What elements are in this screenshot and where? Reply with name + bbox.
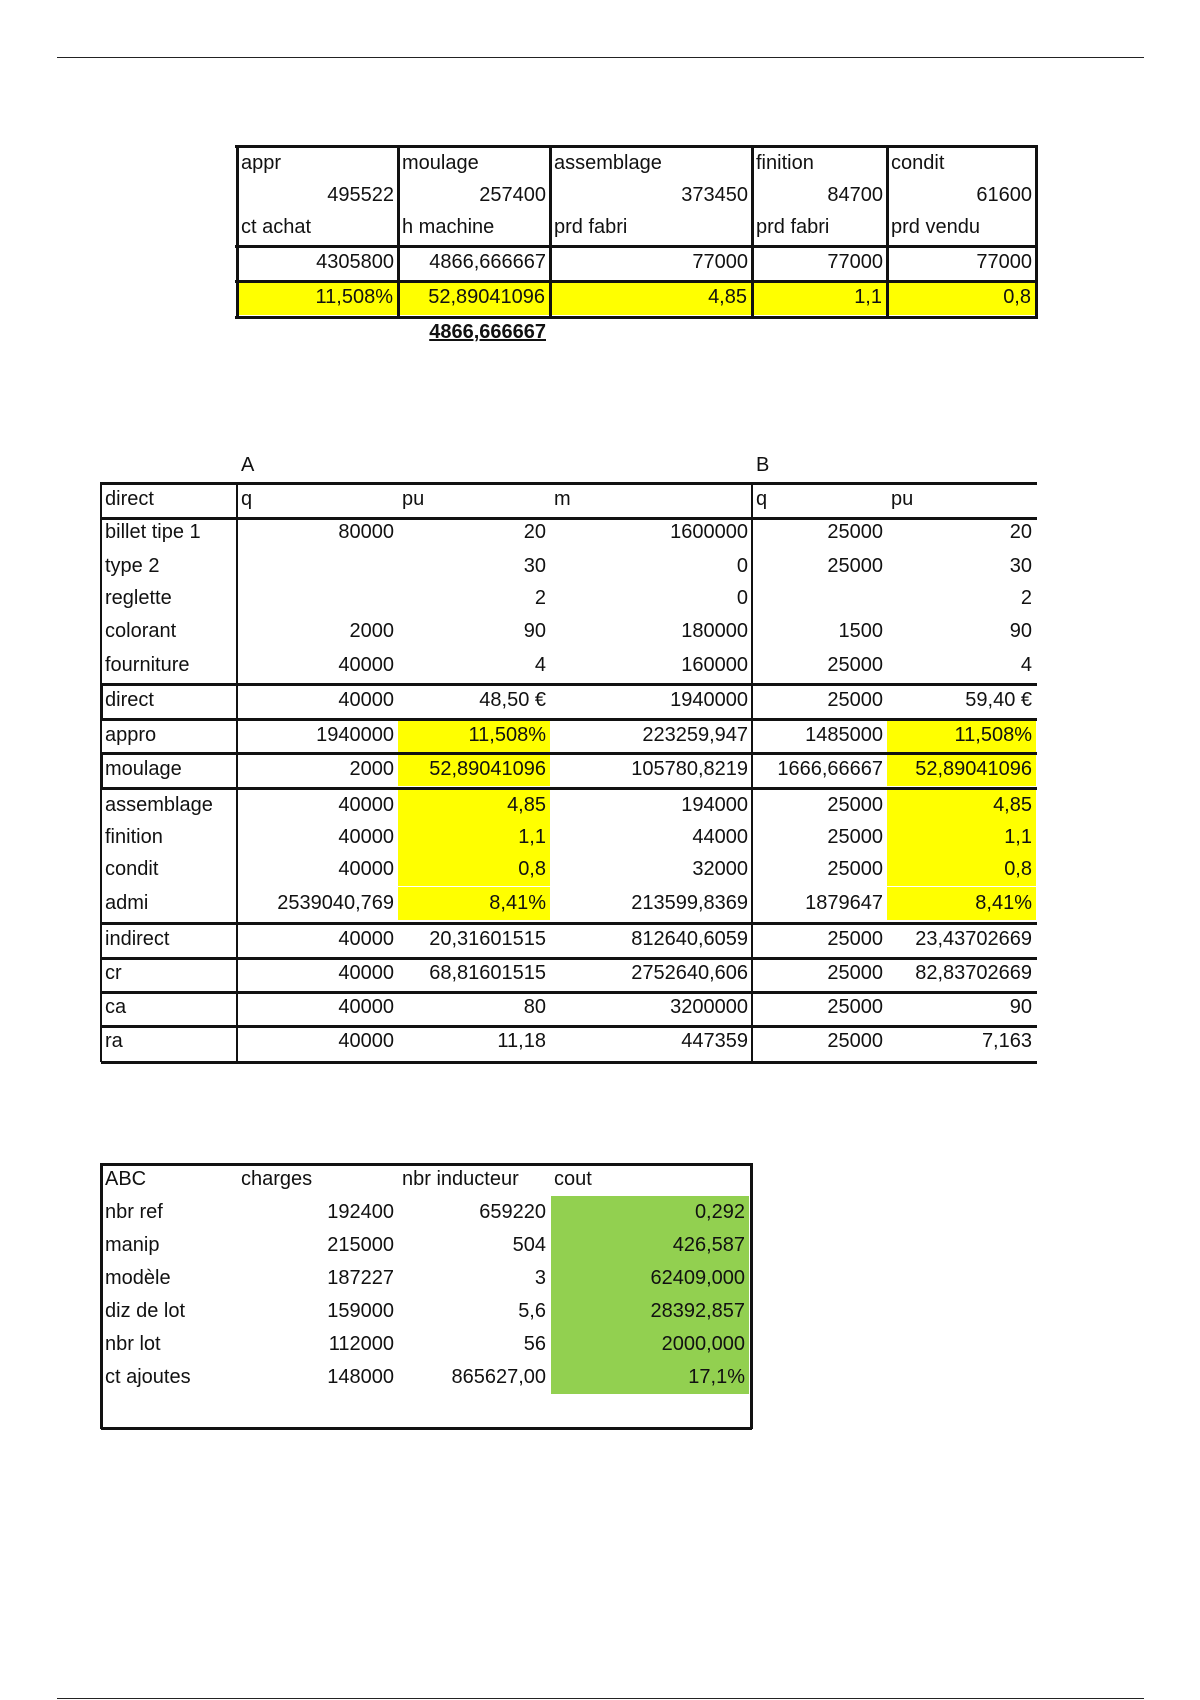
grid-line bbox=[235, 280, 1038, 283]
t2-cell: 32000 bbox=[692, 858, 748, 880]
t2-cell: 1600000 bbox=[670, 521, 748, 543]
t1-rate: 4,85 bbox=[551, 281, 751, 315]
t3-cell: 148000 bbox=[327, 1366, 394, 1388]
t3-cell: 5,6 bbox=[518, 1300, 546, 1322]
t3-cell: 504 bbox=[512, 1234, 546, 1256]
t2-cell: 7,163 bbox=[981, 1030, 1032, 1052]
grid-line bbox=[235, 145, 1038, 148]
t3-cell: 2000,000 bbox=[551, 1328, 749, 1361]
t2-row-label: reglette bbox=[105, 587, 172, 609]
t2-row-label: admi bbox=[105, 892, 149, 914]
t3-cell: 3 bbox=[534, 1267, 546, 1289]
t2-cell bbox=[752, 582, 887, 615]
page-top-rule bbox=[57, 57, 1144, 58]
t2-cell: 80000 bbox=[338, 521, 394, 543]
t1-amount: 61600 bbox=[976, 184, 1032, 206]
t1-quantity: 4305800 bbox=[316, 251, 394, 273]
t2-cell: 40000 bbox=[338, 962, 394, 984]
t1-quantity: 77000 bbox=[692, 251, 748, 273]
t3-row-label: manip bbox=[105, 1234, 160, 1256]
t1-header: moulage bbox=[402, 152, 479, 174]
t3-cell: 28392,857 bbox=[551, 1295, 749, 1328]
t2-cell: 90 bbox=[1009, 996, 1032, 1018]
t2-row-label: appro bbox=[105, 724, 157, 746]
t3-cell: 56 bbox=[523, 1333, 546, 1355]
t1-amount: 495522 bbox=[327, 184, 394, 206]
t3-header-cell: ABC bbox=[105, 1168, 147, 1190]
grid-line bbox=[235, 316, 1038, 319]
t1-rate: 0,8 bbox=[888, 281, 1035, 315]
t2-cell: 80 bbox=[523, 996, 546, 1018]
t2-cell: 447359 bbox=[681, 1030, 748, 1052]
t2-cell: 180000 bbox=[681, 620, 748, 642]
t2-cell: 59,40 € bbox=[965, 689, 1032, 711]
t2-cell: 25000 bbox=[827, 962, 883, 984]
page-bottom-rule bbox=[57, 1698, 1144, 1699]
t2-cell: 25000 bbox=[827, 555, 883, 577]
t2-cell: 90 bbox=[523, 620, 546, 642]
group-label-a: A bbox=[241, 454, 255, 476]
t3-header-cell: nbr inducteur bbox=[402, 1168, 519, 1190]
t2-cell: 25000 bbox=[827, 858, 883, 880]
t1-rate: 11,508% bbox=[238, 281, 397, 315]
grid-line bbox=[101, 922, 1037, 925]
t2-row-label: cr bbox=[105, 962, 122, 984]
t2-cell: 25000 bbox=[827, 521, 883, 543]
grid-line bbox=[397, 145, 400, 316]
t1-quantity: 77000 bbox=[827, 251, 883, 273]
grid-line bbox=[101, 683, 1037, 686]
grid-line bbox=[101, 1025, 1037, 1028]
grid-line bbox=[751, 145, 754, 316]
t2-cell: 2000 bbox=[349, 758, 394, 780]
t2-row-label: assemblage bbox=[105, 794, 213, 816]
t2-header-cell: m bbox=[554, 488, 571, 510]
t2-cell: 25000 bbox=[827, 996, 883, 1018]
grid-line bbox=[101, 752, 1037, 755]
t2-cell: 11,18 bbox=[497, 1030, 546, 1052]
t2-cell: 11,508% bbox=[398, 719, 550, 752]
t1-rate: 52,89041096 bbox=[399, 281, 549, 315]
t2-cell: 2 bbox=[534, 587, 546, 609]
t2-cell: 25000 bbox=[827, 928, 883, 950]
t2-cell: 1940000 bbox=[670, 689, 748, 711]
t2-cell: 2752640,606 bbox=[631, 962, 748, 984]
t2-cell: 40000 bbox=[338, 794, 394, 816]
t2-cell: 25000 bbox=[827, 826, 883, 848]
grid-line bbox=[751, 482, 753, 1062]
t2-cell: 0 bbox=[736, 555, 748, 577]
t2-cell: 40000 bbox=[338, 826, 394, 848]
t1-quantity: 77000 bbox=[976, 251, 1032, 273]
t2-cell: 52,89041096 bbox=[398, 753, 550, 786]
grid-line bbox=[100, 1163, 103, 1429]
t2-cell: 30 bbox=[1009, 555, 1032, 577]
grid-line bbox=[101, 1427, 752, 1430]
t2-cell: 1666,66667 bbox=[777, 758, 883, 780]
t2-row-label: type 2 bbox=[105, 555, 160, 577]
t2-cell: 68,81601515 bbox=[429, 962, 546, 984]
t2-cell: 40000 bbox=[338, 654, 394, 676]
grid-line bbox=[886, 145, 889, 316]
t2-cell: 160000 bbox=[681, 654, 748, 676]
t2-cell: 52,89041096 bbox=[887, 753, 1036, 786]
grid-line bbox=[549, 145, 552, 316]
t3-cell: 192400 bbox=[327, 1201, 394, 1223]
t2-cell: 20 bbox=[523, 521, 546, 543]
t2-header-cell: pu bbox=[891, 488, 914, 510]
t2-cell: 3200000 bbox=[670, 996, 748, 1018]
t1-unit: prd vendu bbox=[891, 216, 980, 238]
grid-line bbox=[101, 517, 1037, 520]
grid-line bbox=[101, 787, 1037, 790]
t3-cell: 426,587 bbox=[551, 1229, 749, 1262]
t3-header-cell: charges bbox=[241, 1168, 313, 1190]
t2-cell: 1,1 bbox=[887, 821, 1036, 854]
t1-header: condit bbox=[891, 152, 945, 174]
t2-row-label: fourniture bbox=[105, 654, 190, 676]
t3-header-cell: cout bbox=[554, 1168, 592, 1190]
t2-cell: 25000 bbox=[827, 1030, 883, 1052]
t3-row-label: nbr lot bbox=[105, 1333, 161, 1355]
t2-cell: 90 bbox=[1009, 620, 1032, 642]
t3-cell: 659220 bbox=[479, 1201, 546, 1223]
t2-cell: 11,508% bbox=[887, 719, 1036, 752]
grid-line bbox=[235, 245, 1038, 248]
t3-row-label: diz de lot bbox=[105, 1300, 186, 1322]
grid-line bbox=[236, 145, 239, 316]
t3-cell: 865627,00 bbox=[451, 1366, 546, 1388]
grid-line bbox=[1035, 145, 1038, 316]
t2-cell: 4 bbox=[1020, 654, 1032, 676]
t3-cell: 159000 bbox=[327, 1300, 394, 1322]
t2-cell: 1940000 bbox=[316, 724, 394, 746]
t1-amount: 373450 bbox=[681, 184, 748, 206]
t2-header-cell: q bbox=[241, 488, 253, 510]
t3-row-label: modèle bbox=[105, 1267, 171, 1289]
t2-cell: 2 bbox=[1020, 587, 1032, 609]
grid-line bbox=[100, 752, 103, 788]
t2-cell: 194000 bbox=[681, 794, 748, 816]
t2-cell: 40000 bbox=[338, 928, 394, 950]
t2-cell: 2000 bbox=[349, 620, 394, 642]
t2-cell: 20,31601515 bbox=[429, 928, 546, 950]
t2-cell: 20 bbox=[1009, 521, 1032, 543]
t2-cell: 1500 bbox=[838, 620, 883, 642]
t2-row-label: ra bbox=[105, 1030, 123, 1052]
t2-cell: 2539040,769 bbox=[277, 892, 394, 914]
t1-amount: 84700 bbox=[827, 184, 883, 206]
t1-quantity: 4866,666667 bbox=[429, 251, 546, 273]
grid-line bbox=[101, 1061, 1037, 1064]
t2-cell bbox=[237, 582, 398, 615]
group-label-b: B bbox=[756, 454, 770, 476]
t2-row-label: colorant bbox=[105, 620, 177, 642]
t2-cell: 23,43702669 bbox=[915, 928, 1032, 950]
t2-cell: 48,50 € bbox=[479, 689, 546, 711]
t2-cell: 223259,947 bbox=[642, 724, 748, 746]
t2-header-cell: pu bbox=[402, 488, 425, 510]
t3-cell: 187227 bbox=[327, 1267, 394, 1289]
grid-line bbox=[101, 1163, 752, 1166]
t2-row-label: ca bbox=[105, 996, 127, 1018]
t2-row-label: condit bbox=[105, 858, 159, 880]
grid-line bbox=[101, 991, 1037, 994]
t2-cell bbox=[237, 550, 398, 583]
t3-row-label: ct ajoutes bbox=[105, 1366, 191, 1388]
t2-cell: 4 bbox=[534, 654, 546, 676]
t2-cell: 1879647 bbox=[805, 892, 883, 914]
t2-cell: 8,41% bbox=[887, 887, 1036, 920]
t3-cell: 112000 bbox=[328, 1333, 394, 1355]
t3-row-label: nbr ref bbox=[105, 1201, 163, 1223]
t1-unit: prd fabri bbox=[756, 216, 830, 238]
grid-line bbox=[101, 482, 1037, 485]
t1-unit: prd fabri bbox=[554, 216, 628, 238]
t1-header: finition bbox=[756, 152, 814, 174]
t2-cell: 4,85 bbox=[398, 789, 550, 822]
grid-line bbox=[100, 683, 103, 719]
t2-cell: 0,8 bbox=[887, 853, 1036, 886]
t2-cell: 30 bbox=[523, 555, 546, 577]
t2-cell: 0 bbox=[736, 587, 748, 609]
t1-unit: ct achat bbox=[241, 216, 312, 238]
t3-cell: 17,1% bbox=[551, 1361, 749, 1394]
t2-cell: 25000 bbox=[827, 794, 883, 816]
t2-cell: 1,1 bbox=[398, 821, 550, 854]
t2-header-cell: q bbox=[756, 488, 768, 510]
grid-line bbox=[101, 957, 1037, 960]
t2-cell: 40000 bbox=[338, 996, 394, 1018]
t2-cell: 82,83702669 bbox=[915, 962, 1032, 984]
t2-row-label: indirect bbox=[105, 928, 170, 950]
t1-amount: 257400 bbox=[479, 184, 546, 206]
t2-row-label: moulage bbox=[105, 758, 182, 780]
t2-row-label: billet tipe 1 bbox=[105, 521, 201, 543]
t1-rate: 1,1 bbox=[753, 281, 886, 315]
grid-line bbox=[750, 1163, 753, 1429]
t3-cell: 62409,000 bbox=[551, 1262, 749, 1295]
t2-row-label: direct bbox=[105, 689, 154, 711]
t2-cell: 105780,8219 bbox=[631, 758, 748, 780]
t1-header: appr bbox=[241, 152, 282, 174]
t1-header: assemblage bbox=[554, 152, 662, 174]
t2-cell: 812640,6059 bbox=[631, 928, 748, 950]
t2-cell: 40000 bbox=[338, 1030, 394, 1052]
t2-cell: 25000 bbox=[827, 689, 883, 711]
t2-header-cell: direct bbox=[105, 488, 154, 510]
t2-cell: 213599,8369 bbox=[631, 892, 748, 914]
t2-cell: 1485000 bbox=[805, 724, 883, 746]
t2-cell: 40000 bbox=[338, 858, 394, 880]
t2-row-label: finition bbox=[105, 826, 163, 848]
t2-cell: 25000 bbox=[827, 654, 883, 676]
t2-cell: 4,85 bbox=[887, 789, 1036, 822]
t2-cell: 40000 bbox=[338, 689, 394, 711]
t1-below-total: 4866,666667 bbox=[429, 321, 546, 343]
t2-cell: 8,41% bbox=[398, 887, 550, 920]
t2-cell: 44000 bbox=[692, 826, 748, 848]
t2-cell: 0,8 bbox=[398, 853, 550, 886]
grid-line bbox=[236, 482, 238, 1062]
t3-cell: 215000 bbox=[327, 1234, 394, 1256]
grid-line bbox=[101, 718, 1037, 721]
t1-unit: h machine bbox=[402, 216, 495, 238]
t3-cell: 0,292 bbox=[551, 1196, 749, 1229]
